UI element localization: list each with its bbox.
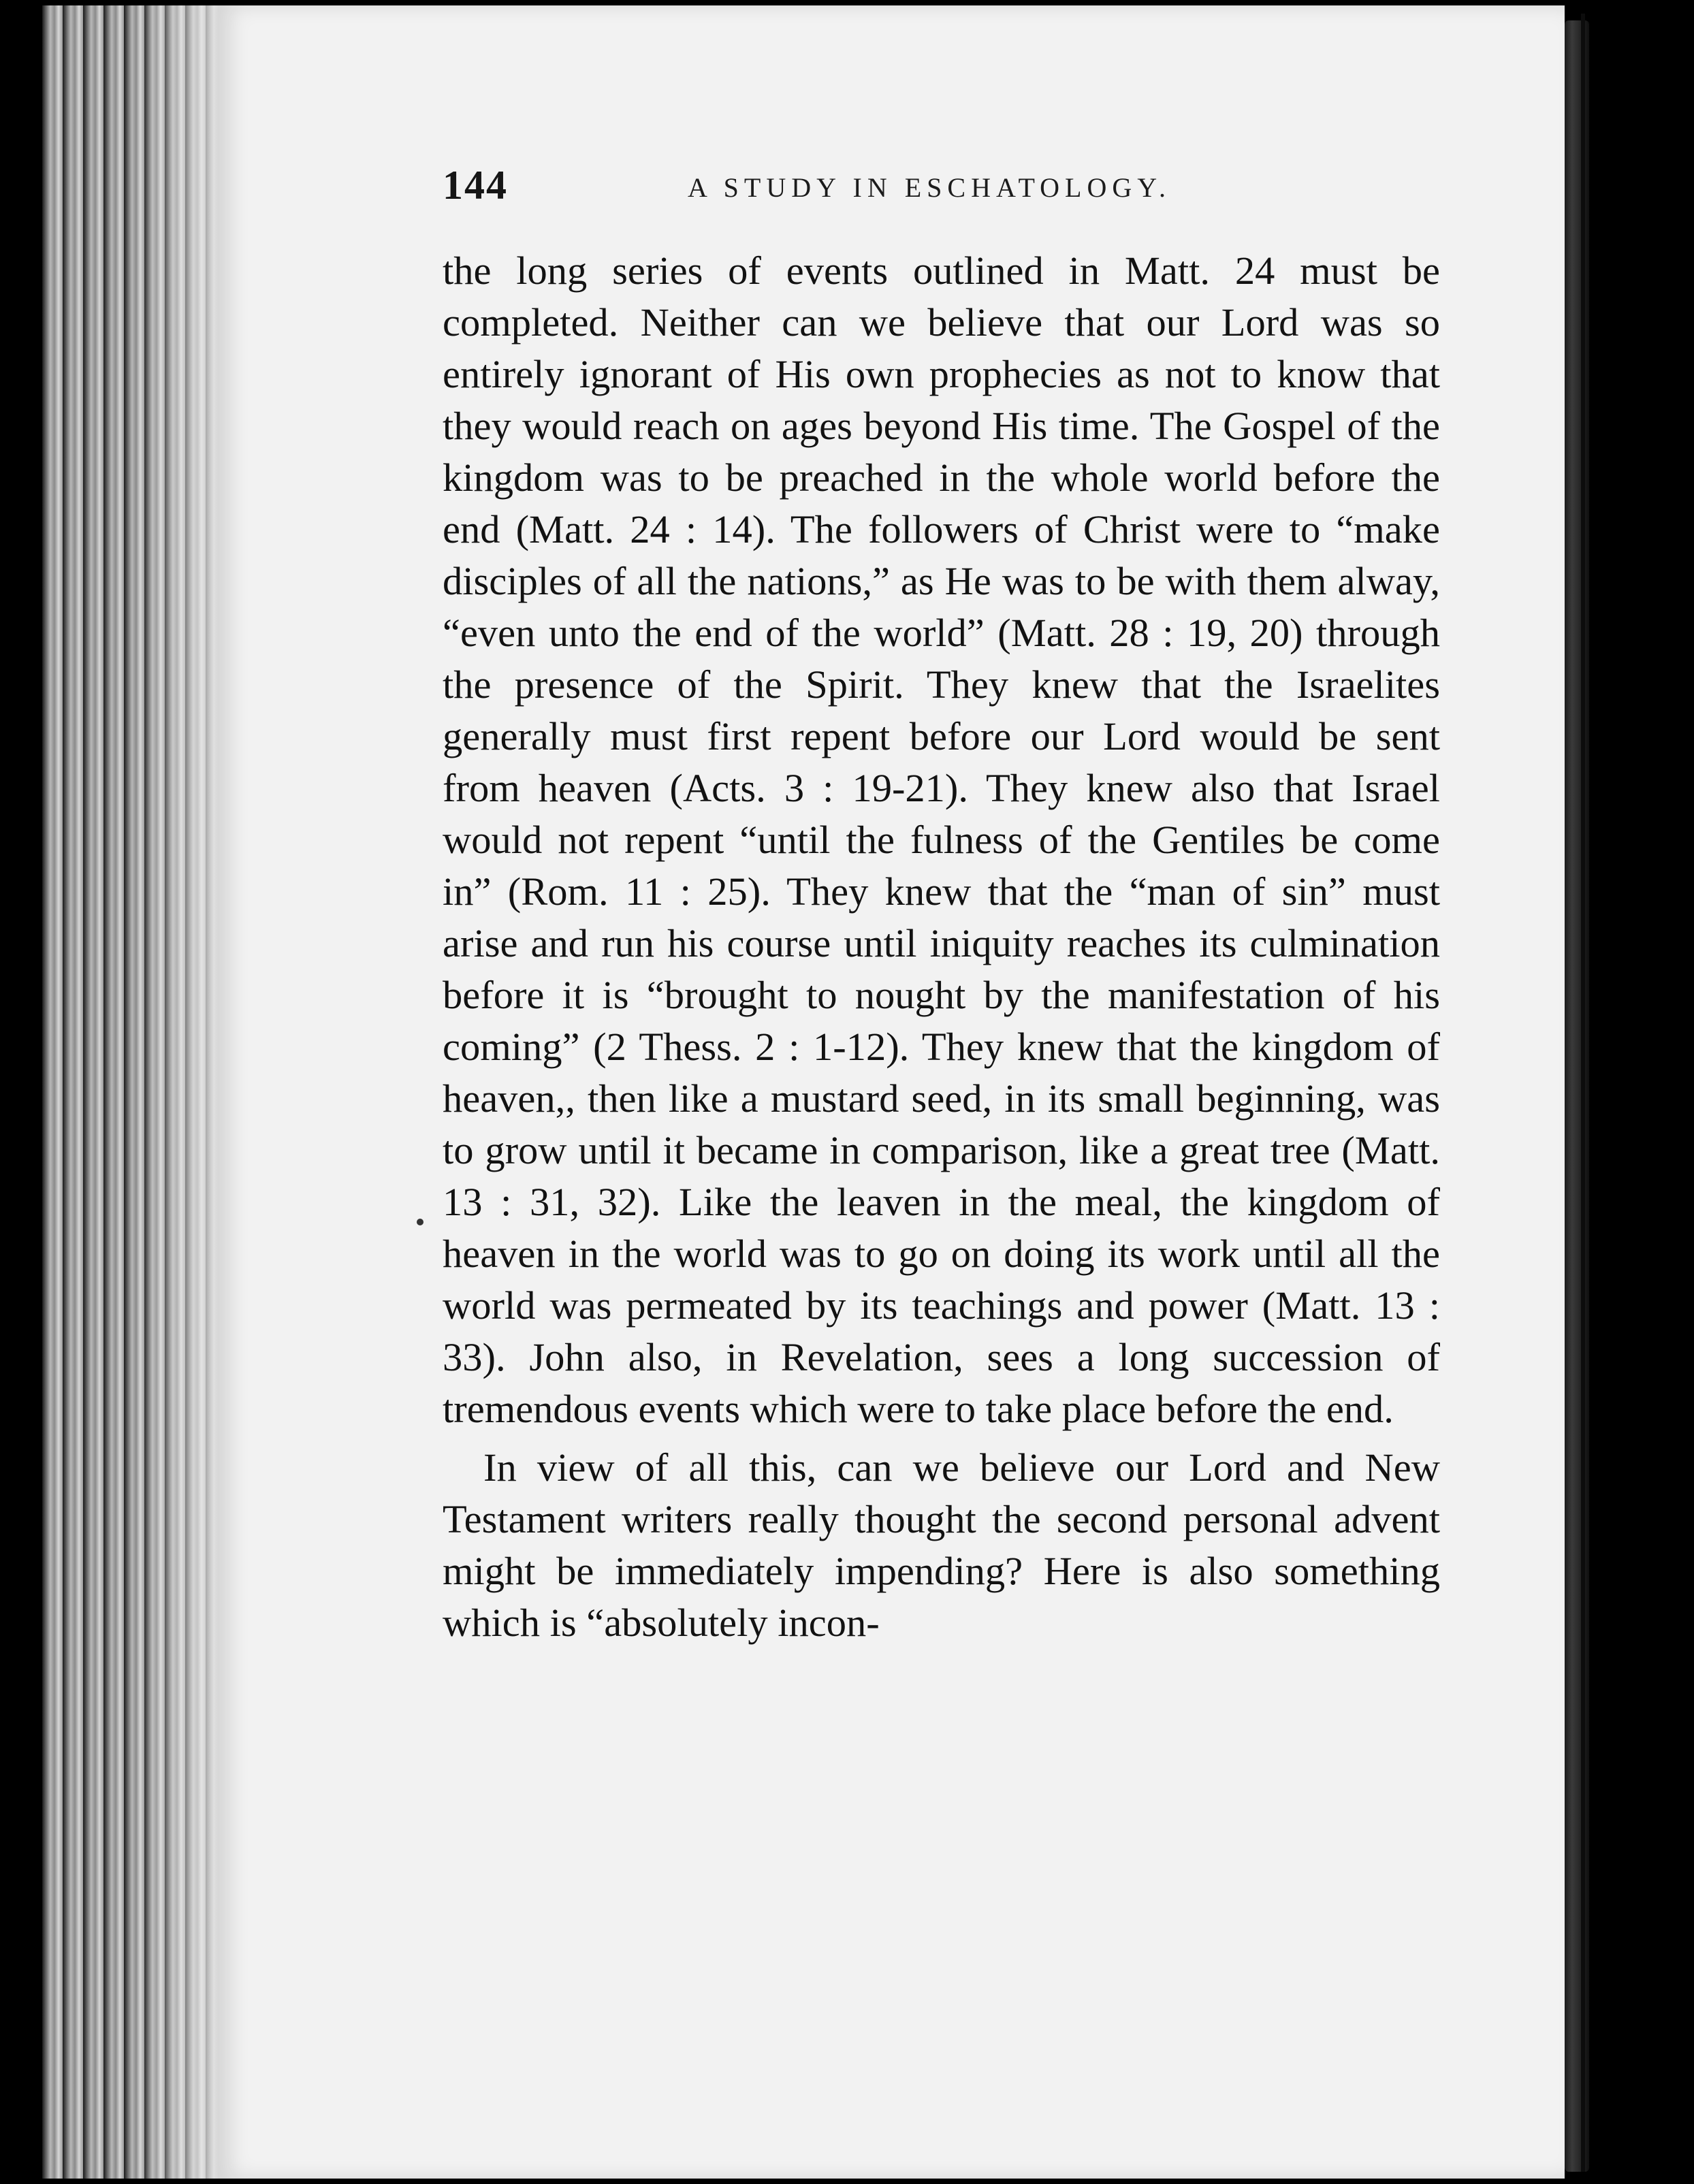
running-title: A STUDY IN ESCHATOLOGY. — [688, 172, 1171, 203]
binding-shadow — [1565, 20, 1589, 2172]
stray-ink-dot — [417, 1219, 424, 1225]
page-number: 144 — [443, 163, 508, 208]
binding-line — [1581, 14, 1585, 2172]
page-body — [443, 245, 1440, 1649]
paragraph-new: In view of all this, can we believe our Lord and New Testament writers really thought the second personal advent might be immediately impending? Here is also something which is “absolutely incon- — [443, 1445, 1440, 1645]
page-header — [443, 162, 1437, 216]
paragraph-continued: the long series of events outlined in Matt. 24 must be completed. Neither can we believe that our Lord was so entirely ignorant of His own prophecies as not to know that they would reach on ages beyond His time. The Gospel of the kingdom was to be preached in the whole world before the end (Matt. 24 : 14). The followers of Christ were to “make disciples of all the nations,” as He was to be with them alway, “even unto the end of the world” (Matt. 28 : 19, 20) through the presence of the Spirit. They knew that the Israelites generally must first repent before our Lord would be sent from heaven (Acts. 3 : 19-21). They knew also that Israel would not repent “until the fulness of the Gentiles be come in” (Rom. 11 : 25). They knew that the “man of sin” must arise and run his course until iniquity reaches its culmination before it is “brought to nought by the manifestation of his coming” (2 Thess. 2 : 1-12). They knew that the kingdom of heaven,, then like a mustard seed, in its small beginning, was to grow until it became in comparison, like a great tree (Matt. 13 : 31, 32). Like the leaven in the meal, the kingdom of heaven in the world was to go on doing its work until all the world was permeated by its teachings and power (Matt. 13 : 33). John also, in Revelation, sees a long succession of tremendous events which were to take place before the end. — [443, 248, 1440, 1431]
